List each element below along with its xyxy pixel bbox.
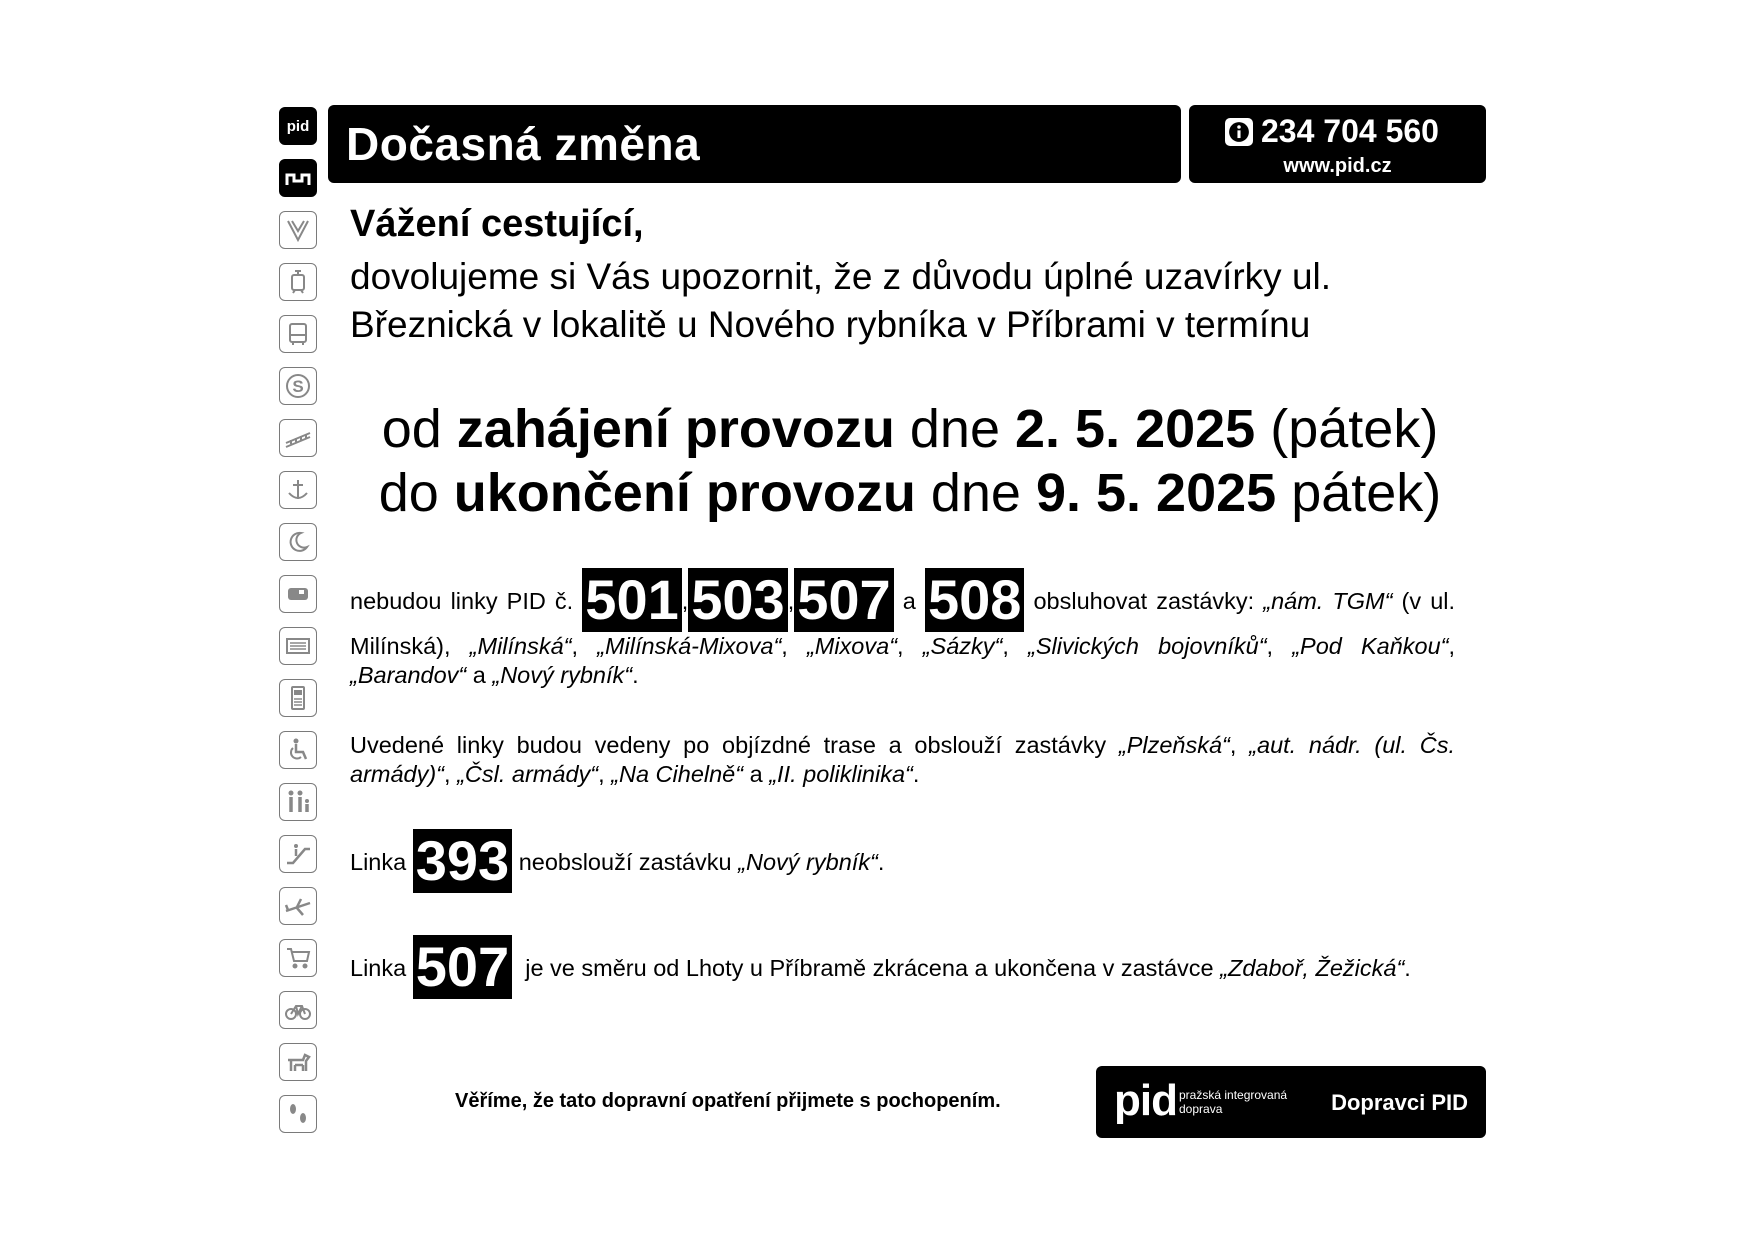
- stop-name: „aut. nádr. (ul. Čs. armády)“: [350, 732, 1456, 787]
- stop-name: „Milínská“: [469, 633, 572, 659]
- stop-name: „Zdaboř, Žežická“: [1220, 955, 1405, 981]
- stop-name: „Čsl. armády“: [457, 761, 599, 787]
- stop-name: „Pod Kaňkou“: [1292, 633, 1449, 659]
- detour-paragraph: Uvedené linky budou vedeny po objízdné trase a obslouží zastávky „Plzeňská“, „aut. nádr. (ul. Čs. armády)“, „Čsl. armády“, „Na Cihelně“ a „II. poliklinika“.: [350, 732, 1456, 787]
- line-393-paragraph: Linka 393 neobslouží zastávku „Nový rybník“.: [350, 829, 885, 892]
- funicular-icon: [279, 419, 317, 457]
- period-start-date: 2. 5. 2025: [1015, 399, 1256, 459]
- phone-row: [1225, 113, 1439, 150]
- night-icon: [279, 523, 317, 561]
- diversion-icon: [279, 159, 317, 197]
- footsteps-icon: [279, 1095, 317, 1133]
- stop-name: „Slivických bojovníků“: [1028, 633, 1267, 659]
- period-end-event: ukončení provozu: [453, 463, 916, 523]
- stop-name: „nám. TGM“: [1263, 588, 1393, 614]
- stroller-icon: [279, 939, 317, 977]
- stop-name: „II. poliklinika“: [769, 761, 913, 787]
- info-icon: [1225, 118, 1253, 146]
- family-icon: [279, 783, 317, 821]
- intro-line-1: dovolujeme si Vás upozornit, že z důvodu úplné uzavírky ul.: [350, 256, 1332, 297]
- contact-box: [1189, 105, 1486, 183]
- line-badge-393: 393: [413, 829, 512, 893]
- tram-icon: [279, 263, 317, 301]
- bus-icon: [279, 315, 317, 353]
- wheelchair-icon: [279, 731, 317, 769]
- airplane-icon: [279, 887, 317, 925]
- affected-lines-paragraph: nebudou linky PID č. 501 ,503 ,507 a 508 obsluhovat zastávky: „nám. TGM“ (v ul. Milínská), „Milínská“, „Milínská-Mixova“, „Mixova“, „Sázky“, „Slivických bojovníků“, „Pod Kaňkou“, „Barandov“ a „Nový rybník“.: [350, 568, 1456, 688]
- stop-name: „Plzeňská“: [1118, 732, 1230, 758]
- line-badge-507: 507: [413, 935, 512, 999]
- period-end: do ukončení provozu dne 9. 5. 2025 pátek): [378, 463, 1442, 523]
- stop-name: „Sázky“: [922, 633, 1003, 659]
- line-507-paragraph: Linka 507 je ve směru od Lhoty u Příbramě zkrácena a ukončena v zastávce „Zdaboř, Žežická“.: [350, 935, 1411, 998]
- stop-name: „Mixova“: [806, 633, 898, 659]
- period-start: od zahájení provozu dne 2. 5. 2025 (pátek): [381, 399, 1439, 459]
- line-badge-503: 503: [688, 568, 787, 632]
- closing-statement: Věříme, že tato dopravní opatření přijmete s pochopením.: [455, 1090, 1001, 1112]
- train-icon: [279, 575, 317, 613]
- header-banner: [328, 105, 1181, 183]
- metro-icon: [279, 211, 317, 249]
- footer-brand-box: [1096, 1066, 1486, 1138]
- escalator-icon: [279, 835, 317, 873]
- svg-text:S: S: [292, 377, 304, 396]
- info-phone-number[interactable]: 234 704 560: [1261, 113, 1439, 149]
- pid-logo: pid: [1114, 1076, 1177, 1125]
- s-train-icon: [279, 367, 317, 405]
- greeting: Vážení cestující,: [350, 203, 644, 245]
- dog-icon: [279, 1043, 317, 1081]
- bicycle-icon: [279, 991, 317, 1029]
- pid-logo-icon: pid: [279, 107, 317, 145]
- line-badge-501: 501: [582, 568, 681, 632]
- stop-name: „Na Cihelně“: [611, 761, 744, 787]
- stop-name: „Nový rybník“: [738, 849, 878, 875]
- ticket-icon: [279, 627, 317, 665]
- intro-text: [350, 253, 1490, 349]
- line-badge-507: 507: [794, 568, 893, 632]
- carriers-label: Dopravci PID: [1331, 1090, 1468, 1115]
- ticket-machine-icon: [279, 679, 317, 717]
- period-start-event: zahájení provozu: [456, 399, 895, 459]
- stop-name: „Nový rybník“: [492, 662, 633, 688]
- period-end-date: 9. 5. 2025: [1035, 463, 1277, 523]
- ferry-icon: [279, 471, 317, 509]
- website-link[interactable]: www.pid.cz: [1283, 155, 1392, 177]
- line-badge-508: 508: [925, 568, 1024, 632]
- stop-name: „Barandov“: [350, 662, 467, 688]
- intro-line-2: Březnická v lokalitě u Nového rybníka v Příbrami v termínu: [350, 304, 1311, 345]
- stop-name: „Milínská-Mixova“: [597, 633, 782, 659]
- page-title: Dočasná změna: [346, 118, 701, 170]
- pid-tagline: pražská integrovaná doprava: [1179, 1088, 1288, 1116]
